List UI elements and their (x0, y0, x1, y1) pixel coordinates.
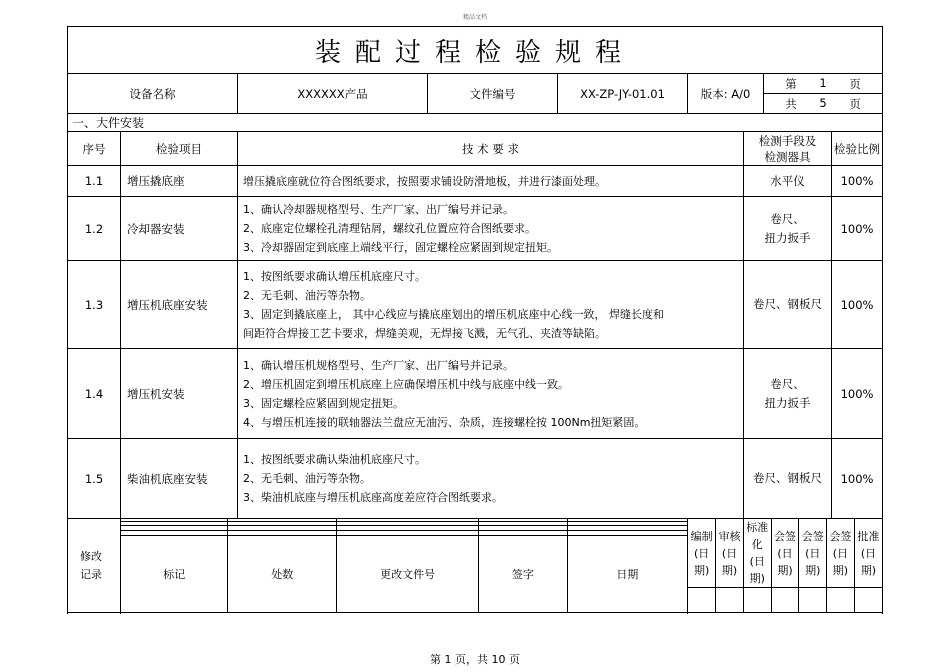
signoff-0 (688, 519, 716, 588)
page-number: 1 (819, 75, 827, 90)
col-header-tech: 技 术 要 求 (238, 132, 744, 166)
requirement-line: 1、确认冷却器规格型号、生产厂家、出厂编号并记录。 (243, 203, 514, 216)
signoff-blank (799, 588, 827, 613)
signoff-title: 编制 (690, 529, 713, 543)
page-total-cell (764, 94, 883, 114)
row-requirements (238, 197, 744, 261)
row-seq: 1.1 (68, 166, 121, 197)
signoff-blank (771, 588, 799, 613)
requirement-line: 增压撬底座就位符合图纸要求，按照要求铺设防滑地板，并进行漆面处理。 (243, 174, 606, 188)
requirement-line: 4、与增压机连接的联轴器法兰盘应无油污、杂质，连接螺栓按 100Nm扭矩紧固。 (243, 415, 646, 429)
signoff-date: (日期) (777, 546, 793, 577)
signoff-5 (827, 519, 855, 588)
signoff-title: 会签 (801, 529, 824, 543)
revision-header: 更改文件号 (337, 535, 479, 612)
page-footer: 第 1 页，共 10 页 (430, 653, 520, 666)
document-title: 装配过程检验规程 (68, 27, 883, 74)
requirement-line: 间距符合焊接工艺卡要求，焊缝美观，无焊接飞溅，无气孔、夹渣等缺陷。 (243, 326, 606, 340)
revision-header: 签字 (479, 535, 567, 612)
signoff-2 (743, 519, 771, 588)
signoff-title: 审核 (718, 529, 741, 543)
col-header-tool-line1: 检测手段及 (758, 133, 817, 148)
requirement-line: 2、无毛刺、油污等杂物。 (243, 472, 371, 485)
total-prefix: 共 (785, 96, 797, 111)
inspection-rows (68, 166, 883, 519)
requirement-line: 3、冷却器固定到底座上端线平行，固定螺栓应紧固到规定扭矩。 (243, 241, 558, 254)
signoff-6 (854, 519, 882, 588)
col-header-tool-line2: 检测器具 (764, 149, 811, 164)
signoff-blank (743, 588, 771, 613)
row-tool: 卷尺、钢板尺 (744, 261, 832, 349)
row-requirements (238, 439, 744, 519)
version-value: A/0 (731, 86, 751, 101)
inspection-table (67, 26, 883, 613)
requirement-line: 1、按图纸要求确认增压机底座尺寸。 (243, 269, 426, 283)
inspection-row (68, 261, 883, 349)
requirement-line: 2、增压机固定到增压机底座上应确保增压机中线与底座中线一致。 (243, 377, 569, 391)
signoff-blank (688, 588, 716, 613)
row-ratio: 100% (832, 439, 883, 519)
row-seq: 1.5 (68, 439, 121, 519)
inspection-row (68, 166, 883, 197)
page-number-cell (764, 74, 883, 94)
signoff-title: 批准 (857, 529, 880, 543)
total-suffix: 页 (849, 96, 861, 111)
section-heading: 一、大件安装 (68, 114, 883, 132)
row-item: 增压撬底座 (121, 166, 238, 197)
doc-number-value: XX-ZP-JY-01.01 (558, 74, 688, 114)
row-item: 冷却器安装 (121, 197, 238, 261)
requirement-line: 1、按图纸要求确认柴油机底座尺寸。 (243, 453, 426, 466)
row-requirements (238, 261, 744, 349)
version-cell (688, 74, 764, 114)
signoff-date: (日期) (832, 546, 849, 577)
row-seq: 1.2 (68, 197, 121, 261)
signoff-date: (日期) (860, 546, 877, 577)
row-ratio: 100% (832, 349, 883, 439)
row-tool: 卷尺、钢板尺 (744, 439, 832, 519)
device-name-value: XXXXXX产品 (238, 74, 428, 114)
signoff-row (688, 519, 882, 588)
signoff-title: 会签 (774, 529, 797, 543)
row-tool: 卷尺、 扭力扳手 (744, 197, 832, 261)
signoff-date: (日期) (749, 555, 765, 585)
signoff-grid (688, 519, 882, 612)
col-header-item: 检验项目 (121, 132, 238, 166)
signoff-title: 会签 (829, 529, 852, 543)
page-prefix: 第 (785, 76, 797, 91)
row-tool: 水平仪 (744, 166, 832, 197)
signoff-date: (日期) (693, 546, 710, 577)
requirement-line: 3、柴油机底座与增压机底座高度差应符合图纸要求。 (243, 491, 503, 504)
total-pages: 5 (819, 95, 827, 110)
row-item: 增压机底座安装 (121, 261, 238, 349)
col-header-ratio: 检验比例 (832, 132, 883, 166)
signoff-blank (854, 588, 882, 613)
row-item: 增压机安装 (121, 349, 238, 439)
row-item: 柴油机底座安装 (121, 439, 238, 519)
row-requirements (238, 166, 744, 197)
row-requirements (238, 349, 744, 439)
revision-header: 标记 (121, 535, 228, 612)
version-label: 版本: (700, 86, 728, 101)
row-ratio: 100% (832, 166, 883, 197)
signoff-blank (716, 588, 744, 613)
requirement-line: 3、固定螺栓应紧固到规定扭矩。 (243, 396, 404, 410)
requirement-line: 2、底座定位螺栓孔清理钻屑，螺纹孔位置应符合图纸要求。 (243, 222, 536, 235)
revision-grid (121, 519, 687, 612)
requirement-line: 1、确认增压机规格型号、生产厂家、出厂编号并记录。 (243, 358, 514, 372)
row-seq: 1.3 (68, 261, 121, 349)
inspection-row (68, 439, 883, 519)
device-name-label: 设备名称 (68, 74, 238, 114)
doc-number-label: 文件编号 (428, 74, 558, 114)
revision-header-row (121, 535, 687, 612)
inspection-row (68, 349, 883, 439)
row-ratio: 100% (832, 261, 883, 349)
col-header-tool (744, 132, 832, 166)
signoff-date: (日期) (805, 546, 821, 577)
revision-label-line2: 记录 (80, 567, 102, 581)
signoff-blank (827, 588, 855, 613)
signoff-3 (771, 519, 799, 588)
signoff-title: 标准化 (746, 521, 769, 551)
revision-label (68, 519, 121, 613)
requirement-line: 3、固定到撬底座上， 其中心线应与撬底座划出的增压机底座中心线一致， 焊缝长度和 (243, 307, 664, 321)
revision-grid-cell (121, 519, 688, 613)
revision-header: 处数 (228, 535, 337, 612)
signoff-date: (日期) (721, 546, 738, 577)
page-suffix: 页 (849, 76, 861, 91)
top-note: 精品文档 (462, 14, 487, 21)
requirement-line: 2、无毛刺、油污等杂物。 (243, 288, 371, 302)
inspection-row (68, 197, 883, 261)
revision-label-line1: 修改 (80, 549, 102, 563)
revision-header: 日期 (567, 535, 687, 612)
signoff-1 (716, 519, 744, 588)
signoff-4 (799, 519, 827, 588)
row-tool: 卷尺、 扭力扳手 (744, 349, 832, 439)
col-header-seq: 序号 (68, 132, 121, 166)
row-seq: 1.4 (68, 349, 121, 439)
signoff-blank-row (688, 588, 882, 613)
signoff-cell (688, 519, 883, 613)
row-ratio: 100% (832, 197, 883, 261)
